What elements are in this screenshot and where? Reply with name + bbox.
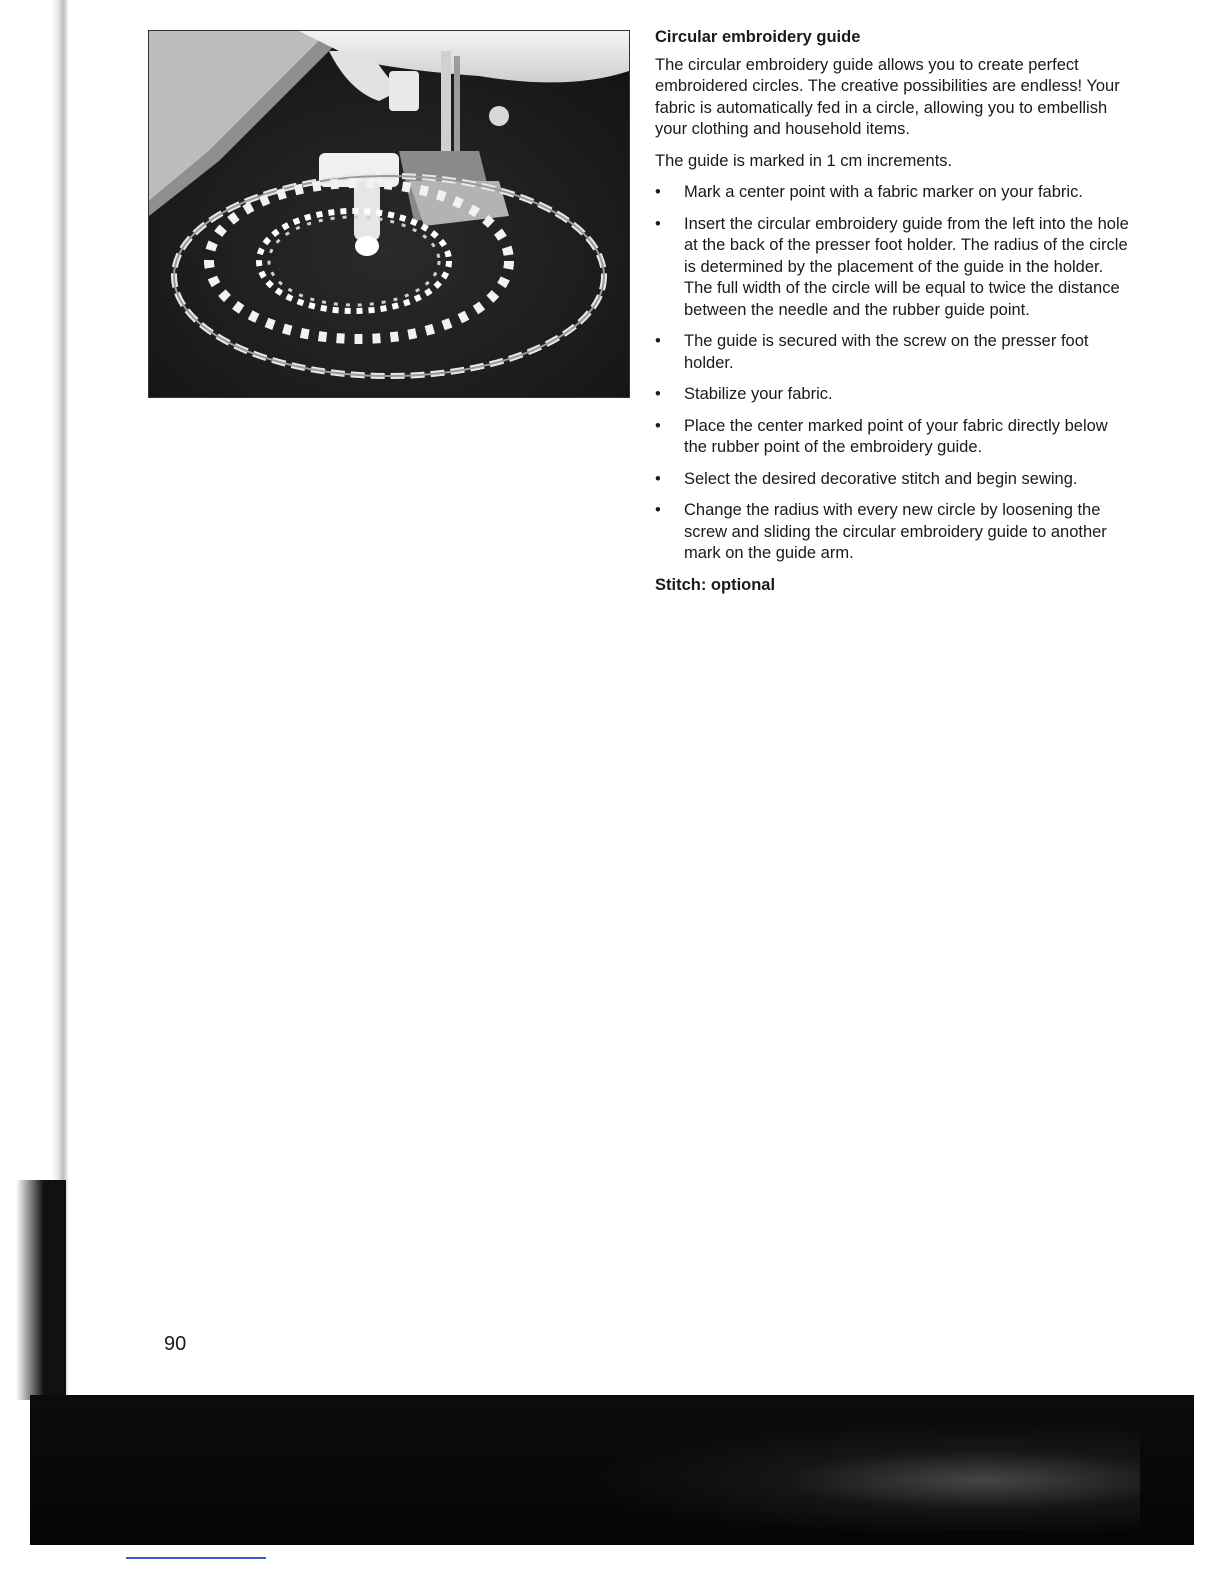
instructions-column — [655, 27, 1135, 602]
step-text: Stabilize your fabric. — [684, 385, 833, 403]
bullet-icon: • — [655, 469, 661, 488]
list-item — [655, 416, 1135, 459]
list-item — [655, 469, 1135, 491]
page-number: 90 — [164, 1333, 187, 1355]
list-item — [655, 500, 1135, 565]
step-text: Mark a center point with a fabric marker on your fabric. — [684, 183, 1083, 201]
circular-embroidery-photo — [148, 30, 630, 398]
bullet-icon: • — [655, 183, 661, 201]
list-item — [655, 331, 1135, 374]
step-text: Select the desired decorative stitch and begin sewing. — [684, 469, 1078, 488]
stitch-label: Stitch: optional — [655, 575, 776, 594]
scan-binding-shadow — [16, 1180, 66, 1400]
scan-glare — [580, 1420, 1140, 1530]
bullet-icon: • — [655, 416, 661, 435]
step-text: Place the center marked point of your fabric directly below the rubber point of the embroidery guide. — [684, 416, 1108, 456]
intro-paragraph: The circular embroidery guide allows you to create perfect embroidered circles. The creative possibilities are endless! Your fabric is automatically fed in a circle, allowing you to embellish your clothing and household items. — [655, 55, 1120, 138]
bullet-icon: • — [655, 385, 661, 403]
bullet-icon: • — [655, 332, 661, 350]
step-text: Change the radius with every new circle by loosening the screw and sliding the circular embroidery guide to another mark on the guide arm. — [684, 501, 1107, 562]
step-text: The guide is secured with the screw on the presser foot holder. — [684, 332, 1089, 372]
list-item — [655, 182, 1135, 204]
list-item — [655, 384, 1135, 406]
embroidery-illustration — [149, 31, 629, 397]
increments-note: The guide is marked in 1 cm increments. — [655, 151, 953, 170]
list-item — [655, 214, 1135, 322]
step-text: Insert the circular embroidery guide from the left into the hole at the back of the presser foot holder. The radius of the circle is determined by the placement of the guide in the holder. The full width of the circle will be equal to twice the distance between the needle and the rubber guide point. — [684, 214, 1129, 319]
section-heading: Circular embroidery guide — [655, 28, 861, 46]
bullet-icon: • — [655, 501, 661, 519]
steps-list — [655, 182, 1135, 565]
scan-bottom-rule — [126, 1557, 266, 1559]
bullet-icon: • — [655, 214, 661, 233]
